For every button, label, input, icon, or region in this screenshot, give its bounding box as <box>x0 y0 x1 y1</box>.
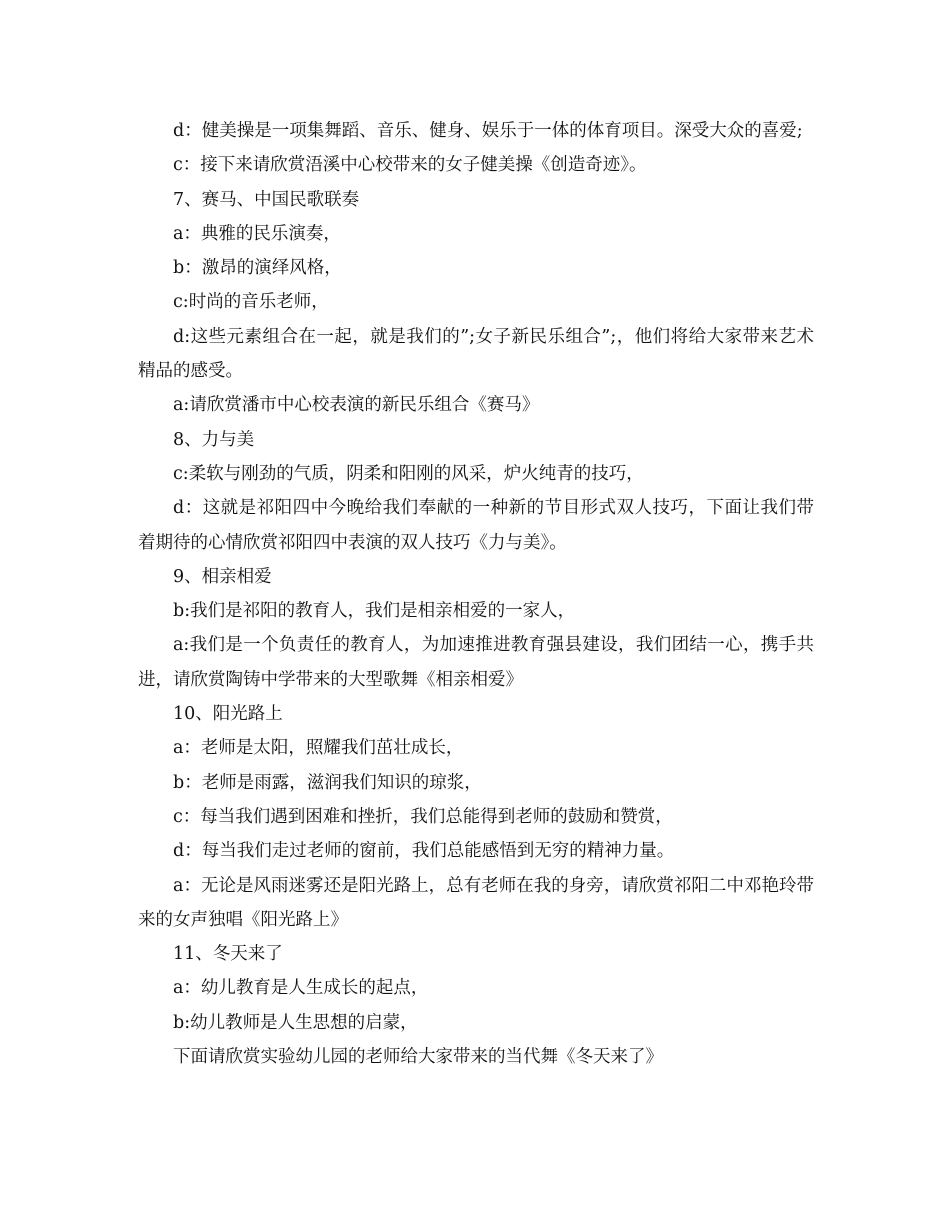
paragraph-c-teacher: c:时尚的音乐老师， <box>173 292 329 313</box>
paragraph-b-kindergarten-teacher: b:幼儿教师是人生思想的启蒙， <box>173 1012 418 1033</box>
paragraph-a-responsible: a:我们是一个负责任的教育人，为加速推进教育强县建设，我们团结一心，携手共进，请欣赏陶铸中学带来的大型歌舞《相亲相爱》 <box>138 635 814 690</box>
paragraph-d-duo-skills: d：这就是祁阳四中今晚给我们奉献的一种新的节目形式双人技巧，下面让我们带着期待的心情欣赏祁阳四中表演的双人技巧《力与美》。 <box>138 498 814 553</box>
paragraph-a-sunny-road: a：无论是风雨迷雾还是阳光路上，总有老师在我的身旁，请欣赏祁阳二中邓艳玲带来的女声独唱《阳光路上》 <box>138 875 814 930</box>
paragraph-c-encouragement: c：每当我们遇到困难和挫折，我们总能得到老师的鼓励和赞赏， <box>173 806 673 827</box>
paragraph-b-style: b：激昂的演绎风格， <box>173 258 342 279</box>
paragraph-a-folk-music: a：典雅的民乐演奏， <box>173 223 341 244</box>
paragraph-b-rain: b：老师是雨露，滋润我们知识的琼浆， <box>173 772 482 793</box>
paragraph-a-saima: a:请欣赏潘市中心校表演的新民乐组合《赛马》 <box>173 395 540 416</box>
section-heading-7: 7、赛马、中国民歌联奏 <box>173 189 360 210</box>
paragraph-a-sun: a：老师是太阳，照耀我们茁壮成长， <box>173 738 464 759</box>
section-heading-11: 11、冬天来了 <box>173 944 283 965</box>
section-heading-10: 10、阳光路上 <box>173 704 283 725</box>
section-heading-8: 8、力与美 <box>173 429 255 450</box>
paragraph-b-educators: b:我们是祁阳的教育人，我们是相亲相爱的一家人， <box>173 601 576 622</box>
section-heading-9: 9、相亲相爱 <box>173 566 272 587</box>
paragraph-a-early-education: a：幼儿教育是人生成长的起点， <box>173 978 429 999</box>
paragraph-c-temperament: c:柔软与刚劲的气质，阴柔和阳刚的风采，炉火纯青的技巧， <box>173 463 644 484</box>
paragraph-d-combination: d:这些元素组合在一起，就是我们的”;女子新民乐组合”;，他们将给大家带来艺术精品的感受。 <box>138 326 814 382</box>
paragraph-c-aerobics-intro: c：接下来请欣赏浯溪中心校带来的女子健美操《创造奇迹》。 <box>173 155 647 176</box>
paragraph-d-aerobics: d：健美操是一项集舞蹈、音乐、健身、娱乐于一体的体育项目。深受大众的喜爱; <box>173 121 803 141</box>
paragraph-winter-dance: 下面请欣赏实验幼儿园的老师给大家带来的当代舞《冬天来了》 <box>173 1047 663 1068</box>
paragraph-d-window: d：每当我们走过老师的窗前，我们总能感悟到无穷的精神力量。 <box>173 841 675 862</box>
document-body <box>138 114 814 1074</box>
